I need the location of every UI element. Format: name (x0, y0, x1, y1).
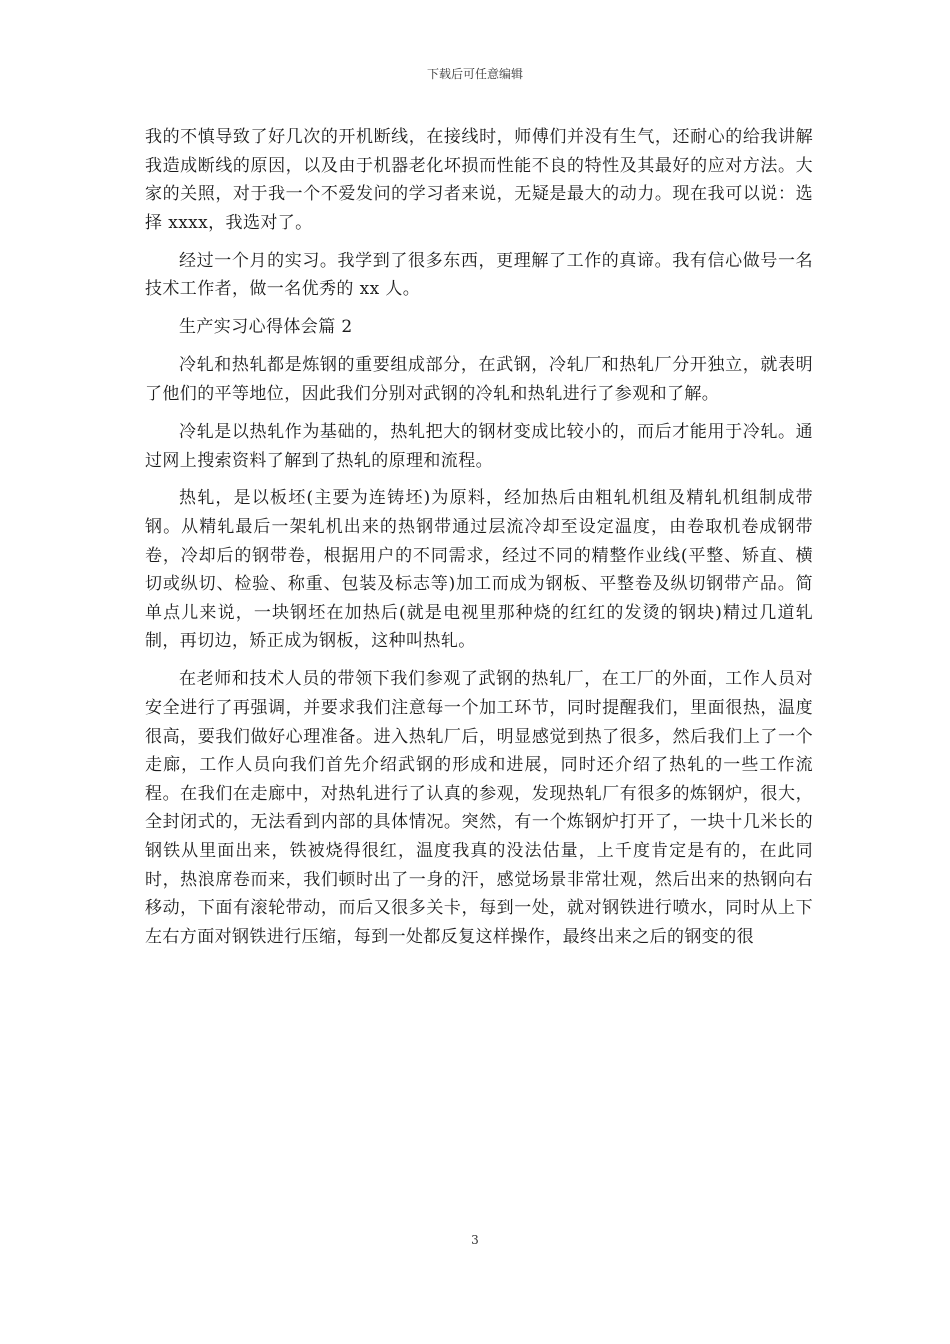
paragraph: 冷轧是以热轧作为基础的，热轧把大的钢材变成比较小的，而后才能用于冷轧。通过网上搜索资料了解到了热轧的原理和流程。 (145, 421, 813, 471)
paragraph: 经过一个月的实习。我学到了很多东西，更理解了工作的真谛。我有信心做号一名技术工作者，做一名优秀的 xx 人。 (145, 250, 813, 300)
paragraph: 冷轧和热轧都是炼钢的重要组成部分，在武钢，冷轧厂和热轧厂分开独立，就表明了他们的平等地位，因此我们分别对武钢的冷轧和热轧进行了参观和了解。 (145, 355, 813, 404)
document-body (145, 123, 813, 951)
page-number: 3 (471, 1233, 479, 1247)
paragraph: 在老师和技术人员的带领下我们参观了武钢的热轧厂，在工厂的外面，工作人员对安全进行了再强调，并要求我们注意每一个加工环节，同时提醒我们，里面很热，温度很高，要我们做好心理准备。进入热轧厂后，明显感觉到热了很多，然后我们上了一个走廊，工作人员向我们首先介绍武钢的形成和进展，同时还介绍了热轧的一些工作流程。在我们在走廊中，对热轧进行了认真的参观，发现热轧厂有很多的炼钢炉，很大，全封闭式的，无法看到内部的具体情况。突然，有一个炼钢炉打开了，一块十几米长的钢铁从里面出来，铁被烧得很红，温度我真的没法估量，上千度肯定是有的，在此同时，热浪席卷而来，我们顿时出了一身的汗，感觉场景非常壮观，然后出来的热钢向右移动，下面有滚轮带动，而后又很多关卡，每到一处，就对钢铁进行喷水，同时从上下左右方面对钢铁进行压缩，每到一处都反复这样操作，最终出来之后的钢变的很 (145, 669, 813, 947)
paragraph: 热轧，是以板坯(主要为连铸坯)为原料，经加热后由粗轧机组及精轧机组制成带钢。从精轧最后一架轧机出来的热钢带通过层流冷却至设定温度，由卷取机卷成钢带卷，冷却后的钢带卷，根据用户的不同需求，经过不同的精整作业线(平整、矫直、横切或纵切、检验、称重、包装及标志等)加工而成为钢板、平整卷及纵切钢带产品。简单点儿来说，一块钢坯在加热后(就是电视里那种烧的红红的发烫的钢块)精过几道轧制，再切边，矫正成为钢板，这种叫热轧。 (145, 488, 813, 652)
section-heading: 生产实习心得体会篇 2 (179, 317, 353, 338)
page-header: 下载后可任意编辑 (426, 67, 523, 81)
paragraph-continuation: 我的不慎导致了好几次的开机断线，在接线时，师傅们并没有生气，还耐心的给我讲解我造成断线的原因，以及由于机器老化坏损而性能不良的特性及其最好的应对方法。大家的关照，对于我一个不爱发问的学习者来说，无疑是最大的动力。现在我可以说：选择 xxxx，我选对了。 (145, 127, 813, 233)
